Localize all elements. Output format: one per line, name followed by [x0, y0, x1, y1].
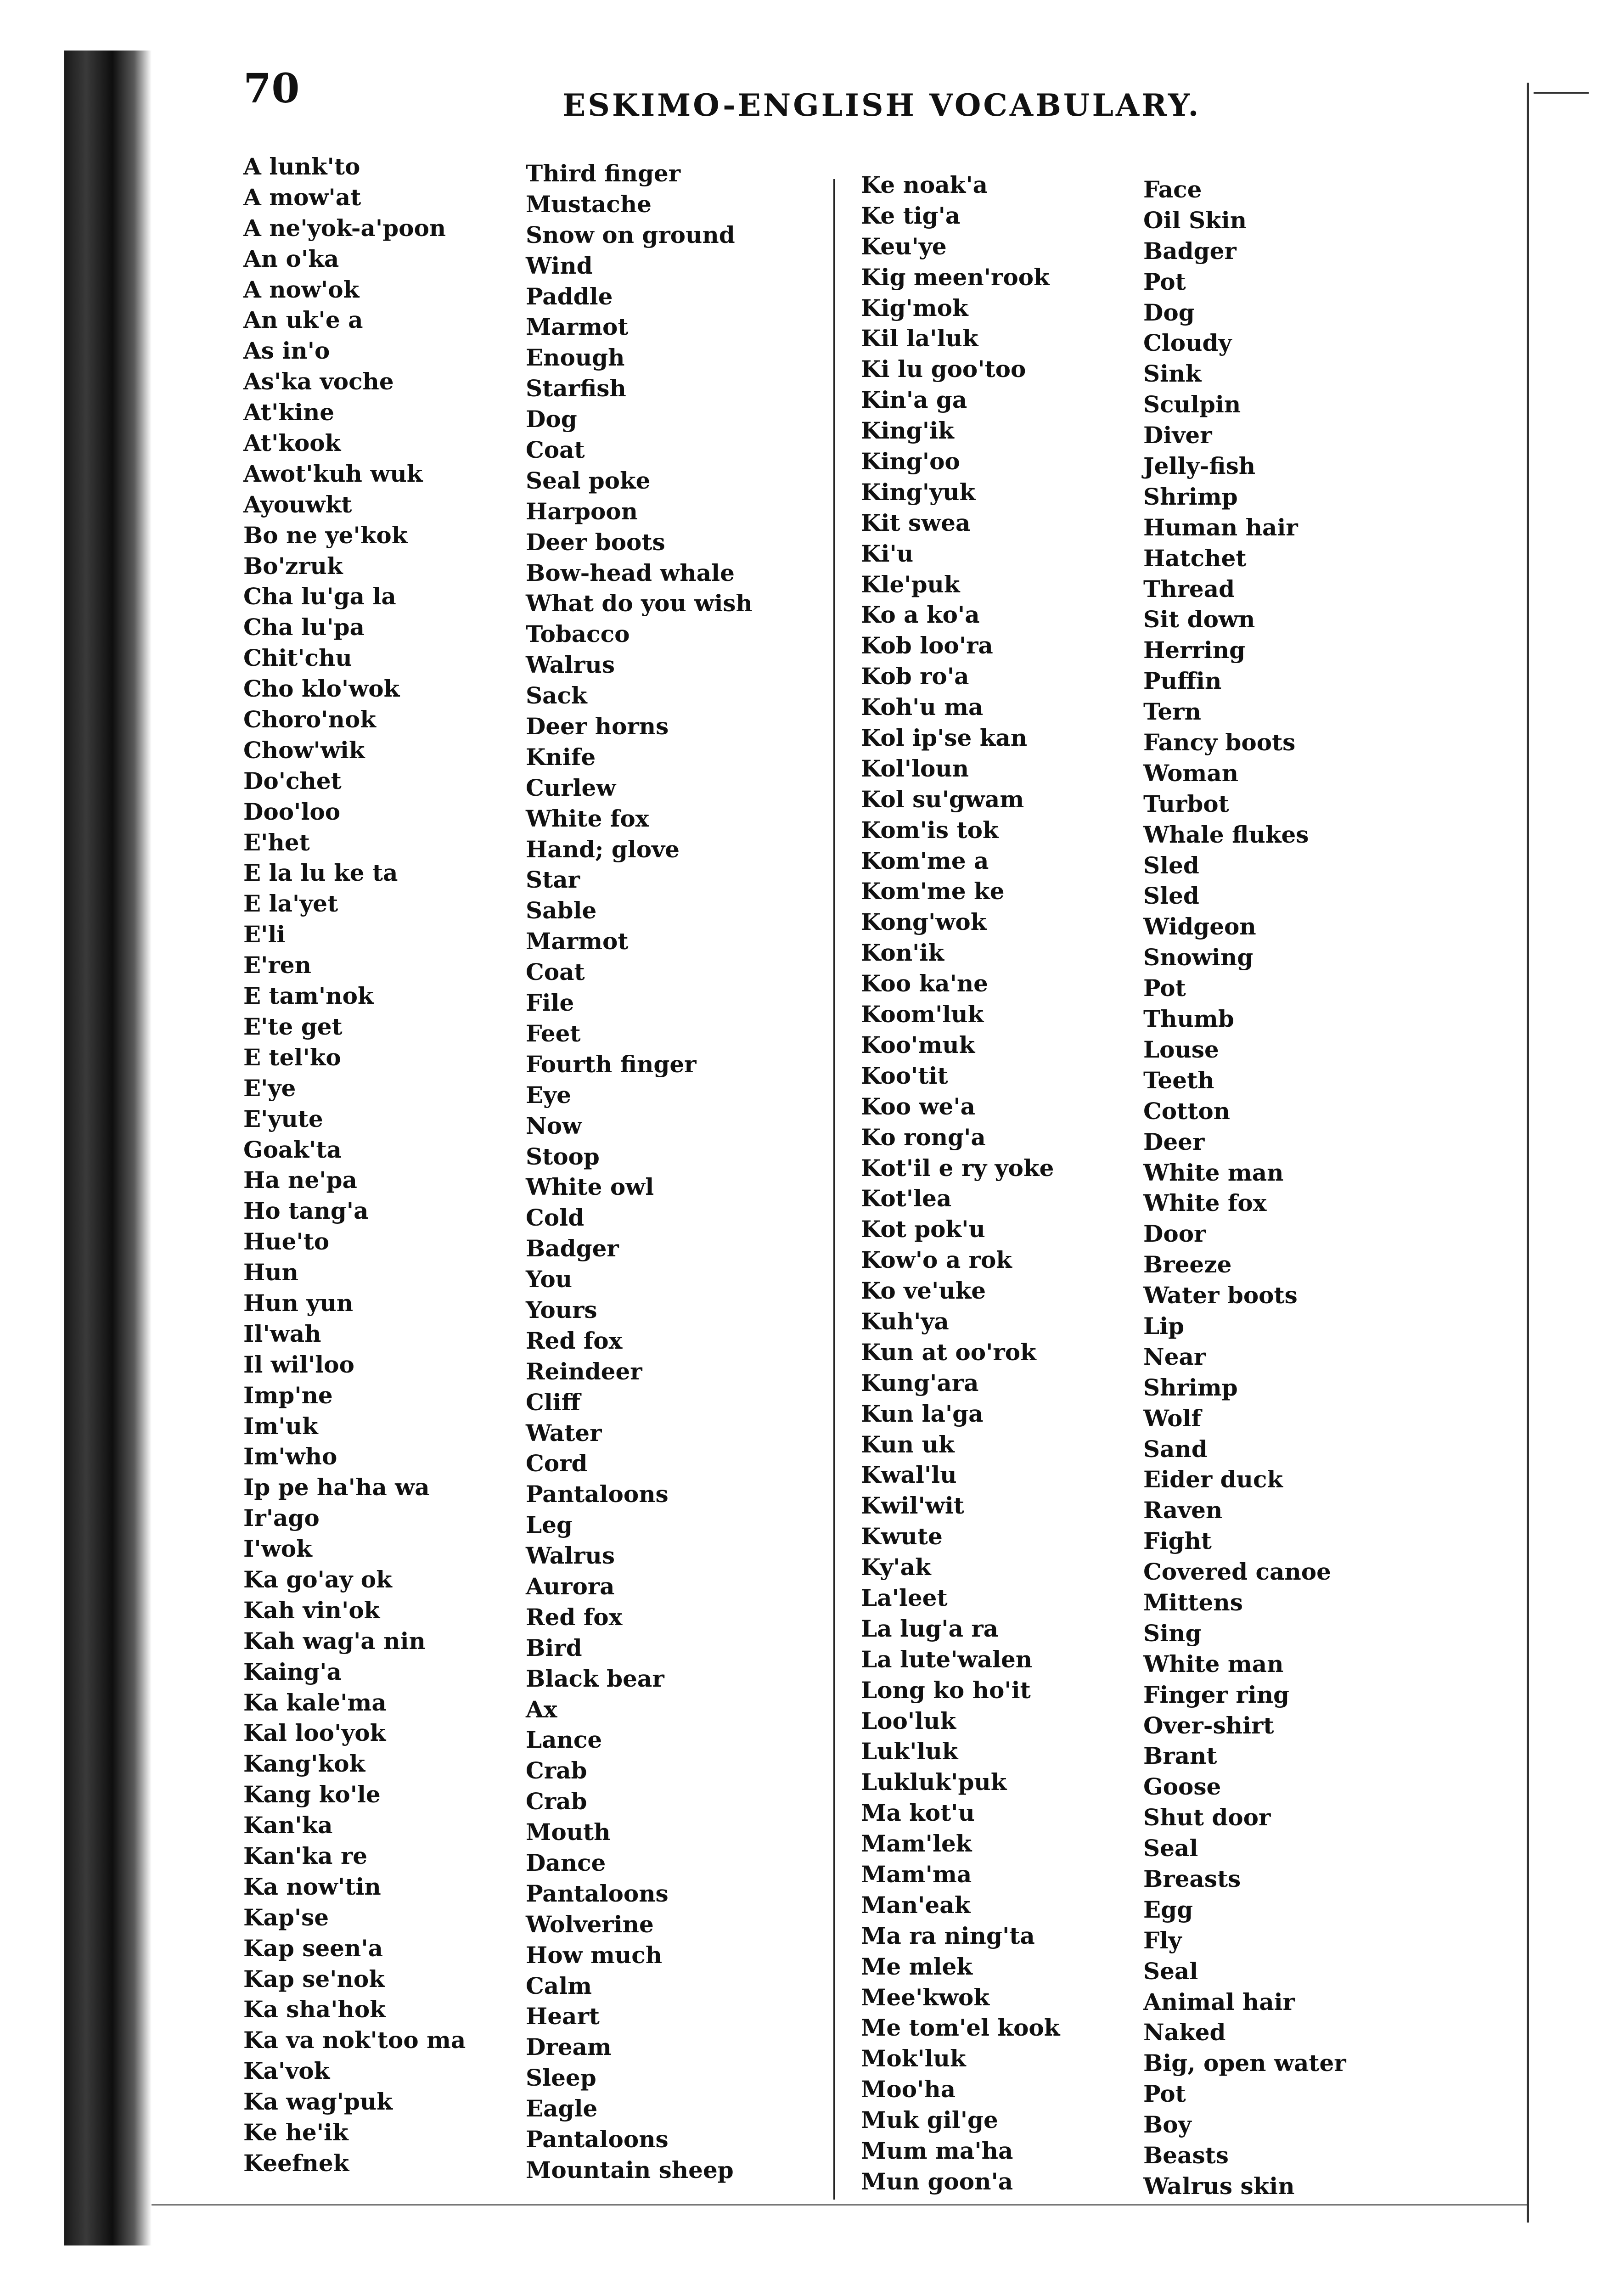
eskimo-word: Hun	[243, 1259, 298, 1286]
english-meaning: Fancy boots	[1143, 729, 1296, 756]
english-meaning: Tobacco	[526, 620, 630, 648]
english-meaning: Turbot	[1143, 790, 1229, 817]
eskimo-word: A mow'at	[243, 183, 361, 211]
english-meaning: Lip	[1143, 1312, 1185, 1339]
running-head: ESKIMO-ENGLISH VOCABULARY.	[562, 87, 1201, 123]
eskimo-word: Chow'wik	[243, 736, 365, 764]
english-meaning: White fox	[1143, 1189, 1267, 1217]
english-meaning: Deer boots	[526, 528, 665, 556]
english-meaning: Fight	[1143, 1527, 1212, 1555]
eskimo-word: As'ka voche	[243, 368, 394, 395]
english-meaning: Walrus	[526, 651, 615, 679]
english-meaning: Heart	[526, 2003, 600, 2030]
eskimo-word: E'yute	[243, 1105, 323, 1132]
eskimo-word: Mam'lek	[861, 1830, 972, 1857]
english-meaning: Seal	[1143, 1835, 1198, 1862]
english-meaning: Human hair	[1143, 513, 1298, 541]
english-meaning: Cotton	[1143, 1097, 1231, 1125]
eskimo-word: Mam'ma	[861, 1860, 972, 1888]
eskimo-word: Ke he'ik	[243, 2119, 349, 2146]
eskimo-word: Ma ra ning'ta	[861, 1922, 1035, 1949]
english-meaning: Lance	[526, 1726, 602, 1754]
english-meaning: File	[526, 989, 574, 1017]
eskimo-word: Ka va nok'too ma	[243, 2026, 466, 2054]
english-meaning: Dream	[526, 2033, 612, 2061]
eskimo-word: Hun yun	[243, 1289, 354, 1317]
english-meaning: Crab	[526, 1788, 587, 1815]
eskimo-word: King'ik	[861, 417, 954, 445]
eskimo-word: Me tom'el kook	[861, 2014, 1060, 2042]
english-meaning: Breasts	[1143, 1865, 1241, 1892]
english-meaning: Reindeer	[526, 1357, 642, 1385]
english-meaning: Pot	[1143, 974, 1186, 1002]
english-meaning: Animal hair	[1143, 1988, 1295, 2015]
english-meaning: Wolverine	[526, 1910, 654, 1938]
eskimo-word: Kon'ik	[861, 939, 944, 967]
english-meaning: Widgeon	[1143, 913, 1256, 940]
english-meaning: Badger	[526, 1235, 619, 1262]
eskimo-word: Ka'vok	[243, 2057, 330, 2085]
english-meaning: White fox	[526, 805, 649, 832]
english-meaning: Starfish	[526, 375, 626, 402]
english-meaning: Hatchet	[1143, 544, 1247, 572]
english-meaning: Mountain sheep	[526, 2156, 734, 2183]
eskimo-word: Kob ro'a	[861, 663, 969, 690]
english-meaning: Third finger	[526, 160, 681, 187]
english-meaning: Hand; glove	[526, 835, 680, 863]
english-meaning: Coat	[526, 436, 585, 464]
eskimo-word: Awot'kuh wuk	[243, 460, 423, 487]
english-meaning: Sculpin	[1143, 391, 1241, 418]
english-column-left	[526, 158, 753, 2186]
english-meaning: What do you wish	[526, 590, 753, 617]
english-meaning: Thumb	[1143, 1005, 1234, 1033]
eskimo-word: Il wil'loo	[243, 1351, 354, 1378]
english-meaning: Knife	[526, 743, 596, 771]
eskimo-word: Ke noak'a	[861, 171, 988, 198]
english-meaning: Star	[526, 866, 580, 894]
english-meaning: Covered canoe	[1143, 1558, 1331, 1586]
english-meaning: Red fox	[526, 1603, 623, 1631]
english-meaning: Now	[526, 1112, 582, 1139]
eskimo-word: Kaing'a	[243, 1658, 342, 1685]
english-meaning: Boy	[1143, 2111, 1192, 2138]
english-meaning: Sled	[1143, 851, 1199, 879]
english-meaning: Cliff	[526, 1388, 580, 1416]
english-meaning: Pantaloons	[526, 2126, 669, 2153]
english-meaning: Shrimp	[1143, 483, 1238, 510]
eskimo-word: Kwal'lu	[861, 1461, 957, 1489]
eskimo-word: Kot'lea	[861, 1185, 952, 1212]
english-meaning: Black bear	[526, 1665, 664, 1692]
eskimo-word: Kan'ka	[243, 1812, 333, 1839]
english-meaning: Aurora	[526, 1572, 615, 1600]
eskimo-word: Kap seen'a	[243, 1934, 383, 1962]
eskimo-word: Kot'il e ry yoke	[861, 1154, 1054, 1182]
eskimo-word: Kung'ara	[861, 1369, 979, 1396]
eskimo-word: Mee'kwok	[861, 1983, 989, 2011]
english-meaning: Big, open water	[1143, 2049, 1346, 2077]
english-meaning: Yours	[526, 1296, 597, 1323]
english-meaning: Goose	[1143, 1773, 1221, 1801]
eskimo-word: Choro'nok	[243, 706, 376, 733]
eskimo-column-left	[243, 152, 466, 2179]
english-meaning: Snowing	[1143, 944, 1253, 971]
english-meaning: You	[526, 1266, 573, 1293]
eskimo-word: Kang ko'le	[243, 1781, 381, 1808]
eskimo-word: At'kine	[243, 399, 335, 426]
eskimo-word: Kang'kok	[243, 1750, 365, 1778]
eskimo-word: Kol ip'se kan	[861, 724, 1028, 752]
english-meaning: Water	[526, 1419, 602, 1446]
eskimo-word: Ki'u	[861, 540, 914, 567]
english-meaning: Sled	[1143, 882, 1199, 910]
eskimo-word: Man'eak	[861, 1891, 971, 1919]
english-meaning: Sink	[1143, 360, 1202, 388]
english-meaning: Eye	[526, 1081, 571, 1109]
eskimo-word: Ka go'ay ok	[243, 1565, 392, 1593]
eskimo-word: Koh'u ma	[861, 693, 984, 721]
eskimo-word: King'yuk	[861, 478, 976, 506]
eskimo-word: Mum ma'ha	[861, 2137, 1013, 2164]
english-meaning: Ax	[526, 1695, 557, 1723]
eskimo-word: E'het	[243, 828, 310, 856]
eskimo-word: Ka now'tin	[243, 1873, 381, 1900]
eskimo-word: E'li	[243, 921, 286, 948]
eskimo-word: Il'wah	[243, 1320, 321, 1347]
english-meaning: Fly	[1143, 1926, 1182, 1954]
eskimo-word: Ko ve'uke	[861, 1277, 986, 1305]
eskimo-word: Ke tig'a	[861, 202, 961, 229]
english-meaning: Over-shirt	[1143, 1711, 1274, 1739]
eskimo-word: Kun la'ga	[861, 1400, 984, 1427]
english-meaning: Door	[1143, 1220, 1206, 1248]
english-meaning: Egg	[1143, 1896, 1193, 1923]
eskimo-word: At'kook	[243, 429, 341, 457]
eskimo-word: Ka kale'ma	[243, 1688, 387, 1716]
eskimo-word: Koo'tit	[861, 1062, 948, 1089]
english-meaning: Sable	[526, 897, 597, 924]
eskimo-word: As in'o	[243, 337, 330, 365]
eskimo-word: E'ren	[243, 951, 311, 979]
eskimo-word: King'oo	[861, 448, 960, 475]
eskimo-word: E la'yet	[243, 890, 338, 917]
eskimo-word: A ne'yok-a'poon	[243, 214, 446, 242]
eskimo-word: Kil la'luk	[861, 325, 978, 352]
english-meaning: Near	[1143, 1343, 1206, 1370]
english-meaning: Paddle	[526, 282, 613, 310]
english-meaning: Fourth finger	[526, 1050, 697, 1078]
eskimo-word: Kap'se	[243, 1903, 329, 1931]
eskimo-word: Kob loo'ra	[861, 632, 993, 659]
page-number: 70	[243, 64, 300, 112]
eskimo-word: E tel'ko	[243, 1043, 341, 1071]
eskimo-word: Kig meen'rook	[861, 263, 1050, 291]
english-meaning: Snow on ground	[526, 221, 735, 248]
english-meaning: Deer horns	[526, 713, 669, 740]
english-meaning: Shrimp	[1143, 1373, 1238, 1401]
eskimo-word: A lunk'to	[243, 153, 360, 180]
eskimo-word: Kle'puk	[861, 570, 960, 598]
eskimo-word: Koom'luk	[861, 1001, 984, 1028]
eskimo-word: E'te get	[243, 1013, 343, 1040]
eskimo-column-right	[861, 170, 1060, 2197]
eskimo-word: Ko a ko'a	[861, 601, 980, 629]
eskimo-word: Mun goon'a	[861, 2167, 1013, 2195]
eskimo-word: Koo we'a	[861, 1092, 976, 1120]
english-meaning: Pantaloons	[526, 1880, 669, 1907]
eskimo-word: La lug'a ra	[861, 1615, 999, 1642]
eskimo-word: Kig'mok	[861, 294, 968, 321]
eskimo-word: E la lu ke ta	[243, 859, 398, 887]
eskimo-word: Mok'luk	[861, 2045, 966, 2072]
english-meaning: Mustache	[526, 190, 652, 218]
right-margin-tick	[1534, 92, 1589, 94]
english-meaning: Herring	[1143, 636, 1246, 664]
english-meaning: Seal	[1143, 1957, 1198, 1985]
english-meaning: How much	[526, 1941, 663, 1969]
eskimo-word: La lute'walen	[861, 1645, 1033, 1673]
eskimo-word: Doo'loo	[243, 798, 341, 825]
bottom-margin-rule	[152, 2204, 1527, 2206]
eskimo-word: Me mlek	[861, 1953, 972, 1980]
eskimo-word: Kwute	[861, 1523, 943, 1550]
english-meaning: Pot	[1143, 268, 1186, 295]
eskimo-word: Kol'loun	[861, 754, 969, 782]
right-margin-rule	[1527, 83, 1529, 2223]
eskimo-word: Kuh'ya	[861, 1307, 949, 1335]
eskimo-word: Lukluk'puk	[861, 1768, 1007, 1796]
eskimo-word: A now'ok	[243, 276, 360, 303]
english-meaning: Cloudy	[1143, 329, 1232, 357]
eskimo-word: Im'uk	[243, 1412, 318, 1440]
english-meaning: Finger ring	[1143, 1681, 1290, 1708]
eskimo-word: Kin'a ga	[861, 386, 967, 414]
english-meaning: Breeze	[1143, 1251, 1232, 1278]
english-meaning: Marmot	[526, 313, 629, 341]
eskimo-word: Ka sha'hok	[243, 1996, 386, 2023]
english-meaning: Woman	[1143, 759, 1239, 787]
eskimo-word: E tam'nok	[243, 982, 374, 1010]
english-meaning: Sand	[1143, 1435, 1208, 1463]
english-meaning: Calm	[526, 1972, 592, 1999]
eskimo-word: Kah vin'ok	[243, 1596, 380, 1624]
eskimo-word: Kot pok'u	[861, 1216, 985, 1243]
english-meaning: Puffin	[1143, 667, 1222, 695]
english-meaning: Eagle	[526, 2095, 598, 2122]
eskimo-word: Kal loo'yok	[243, 1719, 386, 1747]
english-meaning: Stoop	[526, 1142, 600, 1170]
english-meaning: Mouth	[526, 1818, 611, 1846]
english-meaning: Enough	[526, 344, 625, 371]
english-meaning: Diver	[1143, 422, 1212, 449]
eskimo-word: La'leet	[861, 1584, 948, 1611]
english-meaning: Marmot	[526, 928, 629, 955]
eskimo-word: Kah wag'a nin	[243, 1627, 426, 1654]
english-meaning: Sleep	[526, 2064, 596, 2092]
english-meaning: Naked	[1143, 2019, 1226, 2046]
english-meaning: Leg	[526, 1511, 573, 1539]
english-meaning: Curlew	[526, 774, 616, 801]
eskimo-word: Ko rong'a	[861, 1123, 986, 1151]
eskimo-word: Kol su'gwam	[861, 785, 1024, 813]
english-meaning: Teeth	[1143, 1066, 1214, 1094]
eskimo-word: Kow'o a rok	[861, 1246, 1012, 1274]
eskimo-word: Keu'ye	[861, 232, 947, 260]
english-meaning: Red fox	[526, 1327, 623, 1354]
english-meaning: White man	[1143, 1650, 1284, 1677]
english-meaning: Louse	[1143, 1035, 1219, 1063]
eskimo-word: Keefnek	[243, 2149, 349, 2177]
eskimo-word: Kun uk	[861, 1430, 955, 1458]
eskimo-word: Kwil'wit	[861, 1492, 964, 1519]
english-meaning: Wind	[526, 252, 593, 279]
english-meaning: Pot	[1143, 2080, 1186, 2108]
english-meaning: Harpoon	[526, 497, 638, 525]
english-meaning: Dog	[526, 405, 577, 433]
english-meaning: Sack	[526, 682, 587, 709]
english-meaning: Walrus skin	[1143, 2172, 1295, 2200]
book-spine-shadow	[64, 51, 152, 2245]
eskimo-word: Cha lu'ga la	[243, 583, 396, 610]
english-meaning: Water boots	[1143, 1282, 1298, 1309]
eskimo-word: Bo'zruk	[243, 552, 343, 580]
eskimo-word: Kom'me a	[861, 847, 989, 874]
eskimo-word: Ayouwkt	[243, 490, 352, 518]
eskimo-word: Ka wag'puk	[243, 2088, 393, 2116]
eskimo-word: Ma kot'u	[861, 1799, 975, 1827]
eskimo-word: E'ye	[243, 1074, 296, 1102]
eskimo-word: Koo'muk	[861, 1031, 975, 1058]
english-meaning: Walrus	[526, 1542, 615, 1570]
eskimo-word: Goak'ta	[243, 1136, 342, 1163]
eskimo-word: Kan'ka re	[243, 1842, 368, 1869]
english-meaning: Crab	[526, 1757, 587, 1784]
eskimo-word: Long ko ho'it	[861, 1676, 1031, 1704]
column-divider	[833, 179, 835, 2200]
eskimo-word: Luk'luk	[861, 1738, 958, 1765]
eskimo-word: Kom'me ke	[861, 878, 1005, 905]
eskimo-word: Kom'is tok	[861, 816, 999, 844]
english-meaning: Whale flukes	[1143, 821, 1309, 848]
english-meaning: White man	[1143, 1159, 1284, 1186]
english-meaning: Badger	[1143, 237, 1237, 264]
eskimo-word: An o'ka	[243, 245, 339, 272]
english-meaning: White owl	[526, 1173, 654, 1201]
english-meaning: Mittens	[1143, 1588, 1243, 1616]
eskimo-word: Kit swea	[861, 509, 971, 536]
english-meaning: Dog	[1143, 298, 1195, 326]
english-meaning: Face	[1143, 176, 1202, 203]
eskimo-word: Kap se'nok	[243, 1965, 385, 1992]
english-meaning: Brant	[1143, 1742, 1217, 1770]
eskimo-word: Do'chet	[243, 767, 342, 794]
english-meaning: Cord	[526, 1450, 588, 1477]
eskimo-word: Im'who	[243, 1443, 337, 1470]
english-meaning: Dance	[526, 1849, 606, 1876]
english-meaning: Jelly-fish	[1143, 452, 1256, 480]
eskimo-word: Koo ka'ne	[861, 970, 988, 997]
eskimo-word: Imp'ne	[243, 1381, 333, 1409]
eskimo-word: Ha ne'pa	[243, 1166, 357, 1194]
eskimo-word: Bo ne ye'kok	[243, 521, 408, 549]
eskimo-word: Kong'wok	[861, 908, 987, 936]
eskimo-word: Ho tang'a	[243, 1197, 369, 1225]
english-meaning: Pantaloons	[526, 1480, 669, 1508]
eskimo-word: Moo'ha	[861, 2076, 956, 2103]
english-meaning: Seal poke	[526, 467, 651, 494]
english-meaning: Shut door	[1143, 1804, 1271, 1831]
eskimo-word: Kun at oo'rok	[861, 1338, 1036, 1366]
english-meaning: Beasts	[1143, 2142, 1229, 2169]
english-column-right	[1143, 174, 1346, 2202]
eskimo-word: Hue'to	[243, 1228, 330, 1255]
english-meaning: Sit down	[1143, 606, 1255, 633]
english-meaning: Deer	[1143, 1128, 1205, 1155]
english-meaning: Raven	[1143, 1497, 1223, 1524]
eskimo-word: Cha lu'pa	[243, 613, 365, 641]
eskimo-word: Ky'ak	[861, 1553, 931, 1581]
english-meaning: Bow-head whale	[526, 559, 735, 586]
english-meaning: Coat	[526, 958, 585, 986]
english-meaning: Sing	[1143, 1619, 1202, 1647]
eskimo-word: Ki lu goo'too	[861, 355, 1026, 383]
eskimo-word: I'wok	[243, 1535, 312, 1563]
english-meaning: Oil Skin	[1143, 206, 1247, 234]
english-meaning: Feet	[526, 1019, 581, 1047]
english-meaning: Eider duck	[1143, 1466, 1283, 1493]
eskimo-word: Ir'ago	[243, 1504, 320, 1532]
eskimo-word: Chit'chu	[243, 644, 352, 672]
english-meaning: Bird	[526, 1634, 582, 1661]
english-meaning: Cold	[526, 1204, 585, 1232]
eskimo-word: Cho klo'wok	[243, 675, 400, 703]
english-meaning: Wolf	[1143, 1404, 1201, 1432]
english-meaning: Thread	[1143, 575, 1235, 602]
english-meaning: Tern	[1143, 698, 1201, 726]
eskimo-word: Ip pe ha'ha wa	[243, 1474, 430, 1501]
eskimo-word: An uk'e a	[243, 306, 363, 334]
eskimo-word: Muk gil'ge	[861, 2106, 998, 2134]
eskimo-word: Loo'luk	[861, 1707, 956, 1734]
